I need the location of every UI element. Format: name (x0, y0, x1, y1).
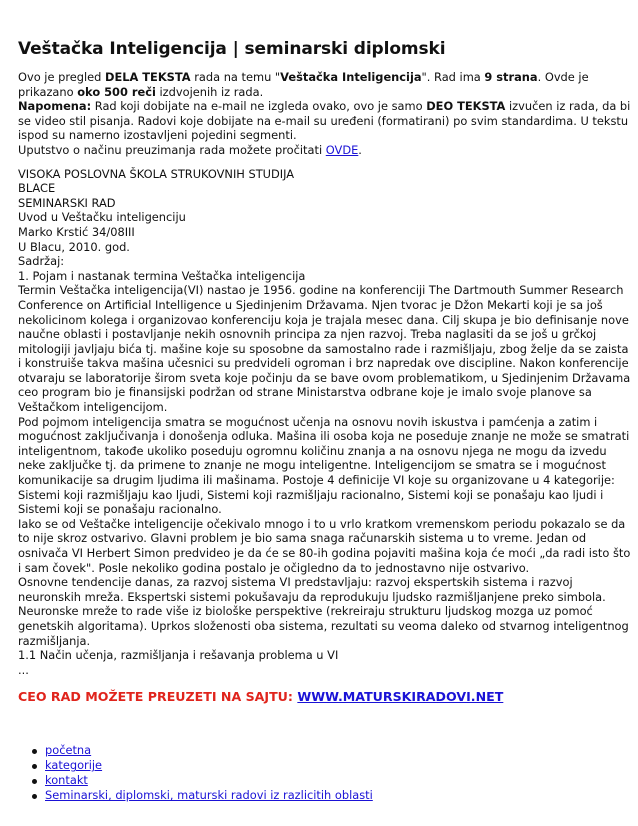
body-line: nekolicinom kolega i organizovao konferenciju koja je trajala mesec dana. Cilj skupa je bio definisanje nove (18, 312, 629, 327)
body-line: Sadržaj: (18, 254, 65, 269)
intro-text: rada na temu " (190, 70, 281, 84)
body-line: Conference on Artificial Intelligence u Sjedinjenim Državama. Njen tvorac je Džon Mekarti koji je sa još (18, 297, 603, 312)
body-line: Pod pojmom inteligencija smatra se mogućnost učenja na osnovu novih iskustva i pamćenja a zatim i (18, 414, 598, 429)
body-line: SEMINARSKI RAD (18, 195, 116, 210)
nav-list (30, 743, 638, 803)
bullet-icon (32, 764, 37, 769)
intro-text: izvučen iz rada, da bi (505, 99, 631, 114)
bullet-icon (32, 749, 37, 754)
body-line: VISOKA POSLOVNA ŠKOLA STRUKOVNIH STUDIJA (18, 166, 295, 181)
intro-line-5: ispod su namerno izostavljeni pojedini segmenti. (18, 128, 297, 143)
page-title: Veštačka Inteligencija | seminarski diplomski (18, 39, 446, 59)
body-line: Osnovne tendencije danas, za razvoj sistema VI predstavljaju: razvoj ekspertskih sistema i razvoj (18, 575, 573, 590)
body-line: Sistemi koji se ponašaju racionalno. (18, 502, 222, 517)
intro-notice (18, 70, 632, 158)
body-line: Marko Krstić 34/08III (18, 224, 135, 239)
body-line: osnivača VI Herbert Simon predvideo je da će se 80-ih godina pojaviti mašina koja će moći „da radi isto što (18, 546, 631, 560)
nav-link[interactable]: kategorije (45, 758, 103, 773)
intro-line-6 (18, 143, 632, 158)
body-line: i konstruiše takva mašina učesnici su predvideli ogroman i brz napredak ove discipline. Nakon konferencije (18, 356, 629, 371)
body-line: i sam čovek". Posle nekoliko godina postalo je očigledno da to jednostavno nije ostvarivo. (18, 560, 530, 575)
note-label: Napomena: (18, 99, 92, 114)
intro-text: prikazano (18, 84, 78, 99)
intro-text: Uputstvo o načinu preuzimanja rada možete pročitati (18, 142, 326, 157)
body-line: neke zaključke tj. da primene to znanje ne mogu inteligentne. Inteligencijom se smatra se i mogućnost (18, 458, 606, 473)
nav-link[interactable]: početna (45, 743, 92, 758)
body-line: Uvod u Veštačku inteligenciju (18, 210, 186, 225)
document-body (18, 167, 632, 678)
body-line: naučne oblasti i postavljanje nekih osnovnih principa za njen razvoj. Treba naglasiti da se još u grčkoj (18, 327, 597, 342)
body-line: BLACE (18, 181, 56, 196)
body-line: inteligentnom, takođe ukoliko poseduju ogromnu količinu znanja a na osnovu njega ne mogu da izvedu (18, 443, 607, 458)
body-line: genetskih algoritama). Uprkos složenosti oba sistema, rezultati su veoma daleko od stvarnog inteligentnog (18, 618, 629, 633)
intro-bold: oko 500 reči (77, 84, 156, 99)
download-cta (18, 689, 638, 705)
body-line: to nije skroz ostvarivo. Glavni problem je bio sama snaga računarskih sistema u to vreme. Jedan od (18, 531, 587, 546)
body-line: mogućnost zaključivanja i donošenja odluka. Mašina ili osoba koja ne poseduje znanje ne može se smatrati (18, 429, 630, 444)
nav-link[interactable]: kontakt (45, 773, 88, 788)
nav-item (30, 788, 638, 803)
bullet-icon (32, 794, 37, 799)
body-line: Veštačkom inteligencijom. (18, 400, 168, 415)
body-line: otvaraju se laboratorije širom sveta koje počinju da se bave ovom problematikom, u Sjedinjenim Državama (18, 370, 631, 385)
instructions-link[interactable]: OVDE (325, 142, 359, 157)
site-link[interactable]: WWW.MATURSKIRADOVI.NET (297, 689, 504, 705)
nav-item (30, 773, 638, 788)
intro-bold: Veštačka Inteligencija (280, 70, 422, 84)
intro-line-2 (18, 85, 632, 100)
intro-line-3 (18, 99, 632, 114)
intro-text: Rad koji dobijate na e-mail ne izgleda ovako, ovo je samo (91, 99, 427, 114)
nav-item (30, 743, 638, 758)
body-line: Iako se od Veštačke inteligencije očekivalo mnogo i to u vrlo kratkom vremenskom periodu pokazalo se da (18, 516, 626, 531)
intro-line-1 (18, 70, 632, 85)
body-line: neuronskih mreža. Ekspertski sistemi pokušavaju da reprodukuju ljudsko razmišljanjene preko simbola. (18, 589, 606, 604)
body-line: Neuronske mreže to rade više iz biološke perspektive (rekreiraju strukturu ljudskog mozga uz pomoć (18, 604, 593, 619)
nav-item (30, 758, 638, 773)
intro-bold: 9 strana (484, 70, 538, 84)
intro-text: . (358, 142, 362, 157)
intro-text: izdvojenih iz rada. (155, 84, 264, 99)
body-line: Sistemi koji razmišljaju kao ljudi, Sistemi koji razmišljaju racionalno, Sistemi koji se ponašaju kao ljudi i (18, 487, 604, 502)
body-line: ... (18, 662, 29, 677)
body-line: mitologiji javljaju bića tj. mašine koje su sposobne da samostalno rade i razmišljaju, zbog želje da se zaista (18, 341, 629, 356)
intro-text: Ovo je pregled (18, 70, 106, 84)
body-line: Termin Veštačka inteligencija(VI) nastao je 1956. godine na konferenciji The Dartmouth Summer Research (18, 283, 624, 298)
body-line: 1. Pojam i nastanak termina Veštačka inteligencija (18, 268, 306, 283)
nav-link[interactable]: Seminarski, diplomski, maturski radovi iz razlicitih oblasti (45, 788, 373, 803)
cta-label: CEO RAD MOŽETE PREUZETI NA SAJTU: (18, 689, 298, 705)
intro-line-4: se video stil pisanja. Radovi koje dobijate na e-mail su uređeni (formatirani) po svim standardima. U tekstu (18, 113, 629, 128)
intro-text: ". Rad ima (421, 70, 485, 84)
body-line: U Blacu, 2010. god. (18, 239, 130, 254)
intro-text: . Ovde je (537, 70, 589, 84)
body-line: razmišljanja. (18, 633, 91, 648)
body-line: komunikacije sa drugim ljudima ili mašinama. Postoje 4 definicije VI koje su organizovane u 4 kategorije: (18, 473, 615, 488)
intro-bold: DELA TEKSTA (105, 70, 191, 84)
body-line: 1.1 Način učenja, razmišljanja i rešavanja problema u VI (18, 648, 339, 663)
body-line: ceo program bio je finansijski podržan od strane Ministarstva odbrane koje je imalo svoje planove sa (18, 385, 592, 400)
bullet-icon (32, 779, 37, 784)
intro-bold: DEO TEKSTA (426, 99, 506, 114)
